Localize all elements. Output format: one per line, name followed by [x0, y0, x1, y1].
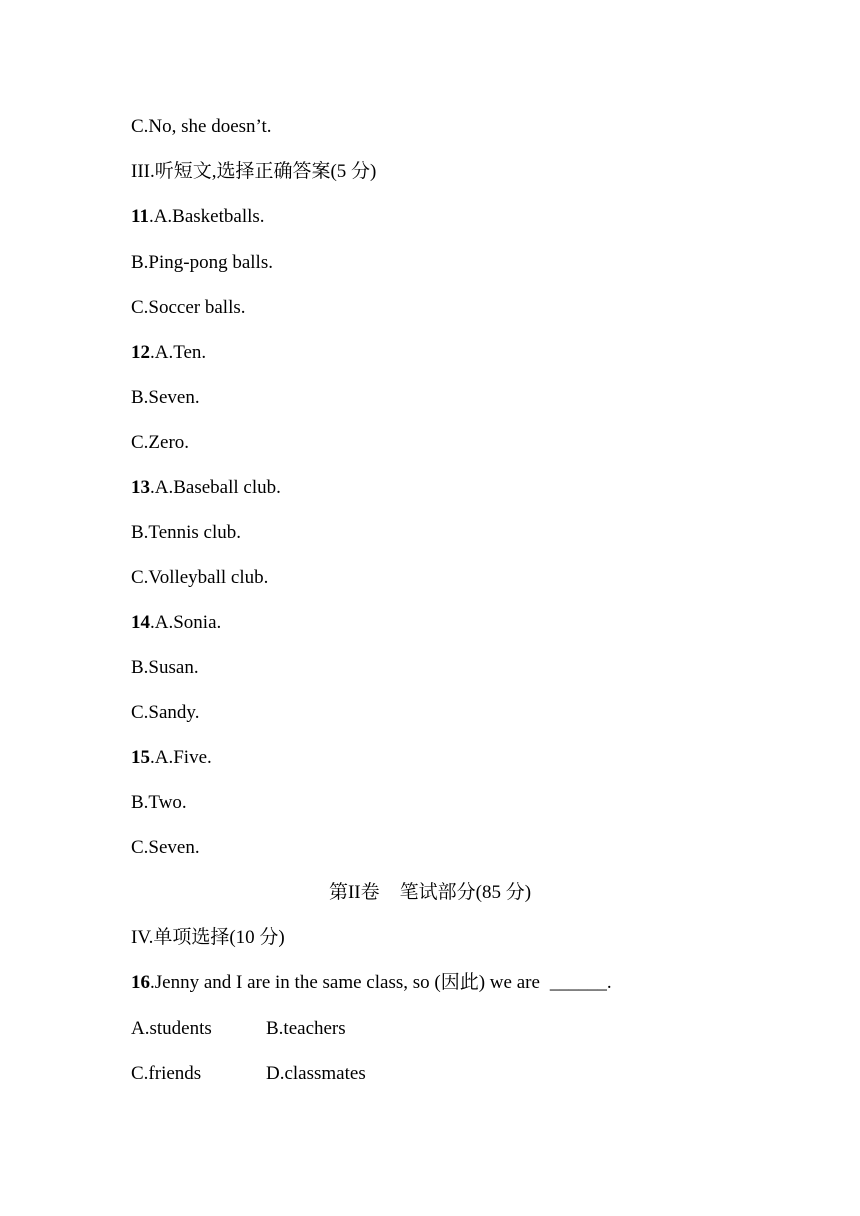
question-number: 12 [131, 342, 150, 363]
question-number: 11 [131, 206, 149, 227]
option-line: B.Two. [131, 792, 187, 813]
option-line: C.No, she doesn’t. [131, 116, 272, 137]
question-12: 12.A.Ten. [131, 342, 207, 363]
option-b: B.teachers [266, 1018, 346, 1039]
part-heading: 第II卷 笔试部分(85 分) [328, 882, 532, 903]
question-11: 11.A.Basketballs. [131, 206, 265, 227]
question-13: 13.A.Baseball club. [131, 477, 281, 498]
option-line: B.Tennis club. [131, 522, 242, 543]
question-number: 15 [131, 747, 150, 768]
option-a: A.students [131, 1018, 212, 1039]
question-number: 14 [131, 612, 150, 633]
option-line: B.Ping-pong balls. [131, 252, 273, 273]
option-c: C.friends [131, 1063, 202, 1084]
option-d: D.classmates [266, 1063, 366, 1084]
question-number: 16 [131, 972, 150, 993]
section-heading: IV.单项选择(10 分) [131, 927, 285, 948]
question-15: 15.A.Five. [131, 747, 212, 768]
question-16: 16.Jenny and I are in the same class, so (因此) we are ______. [131, 972, 612, 993]
question-number: 13 [131, 477, 150, 498]
option-line: B.Susan. [131, 657, 199, 678]
answer-blank: ______. [549, 972, 612, 993]
option-line: B.Seven. [131, 387, 200, 408]
option-line: C.Soccer balls. [131, 297, 246, 318]
question-14: 14.A.Sonia. [131, 612, 222, 633]
option-line: C.Seven. [131, 837, 200, 858]
section-heading: III.听短文,选择正确答案(5 分) [131, 161, 377, 182]
option-line: C.Sandy. [131, 702, 200, 723]
option-line: C.Volleyball club. [131, 567, 269, 588]
option-line: C.Zero. [131, 432, 190, 453]
